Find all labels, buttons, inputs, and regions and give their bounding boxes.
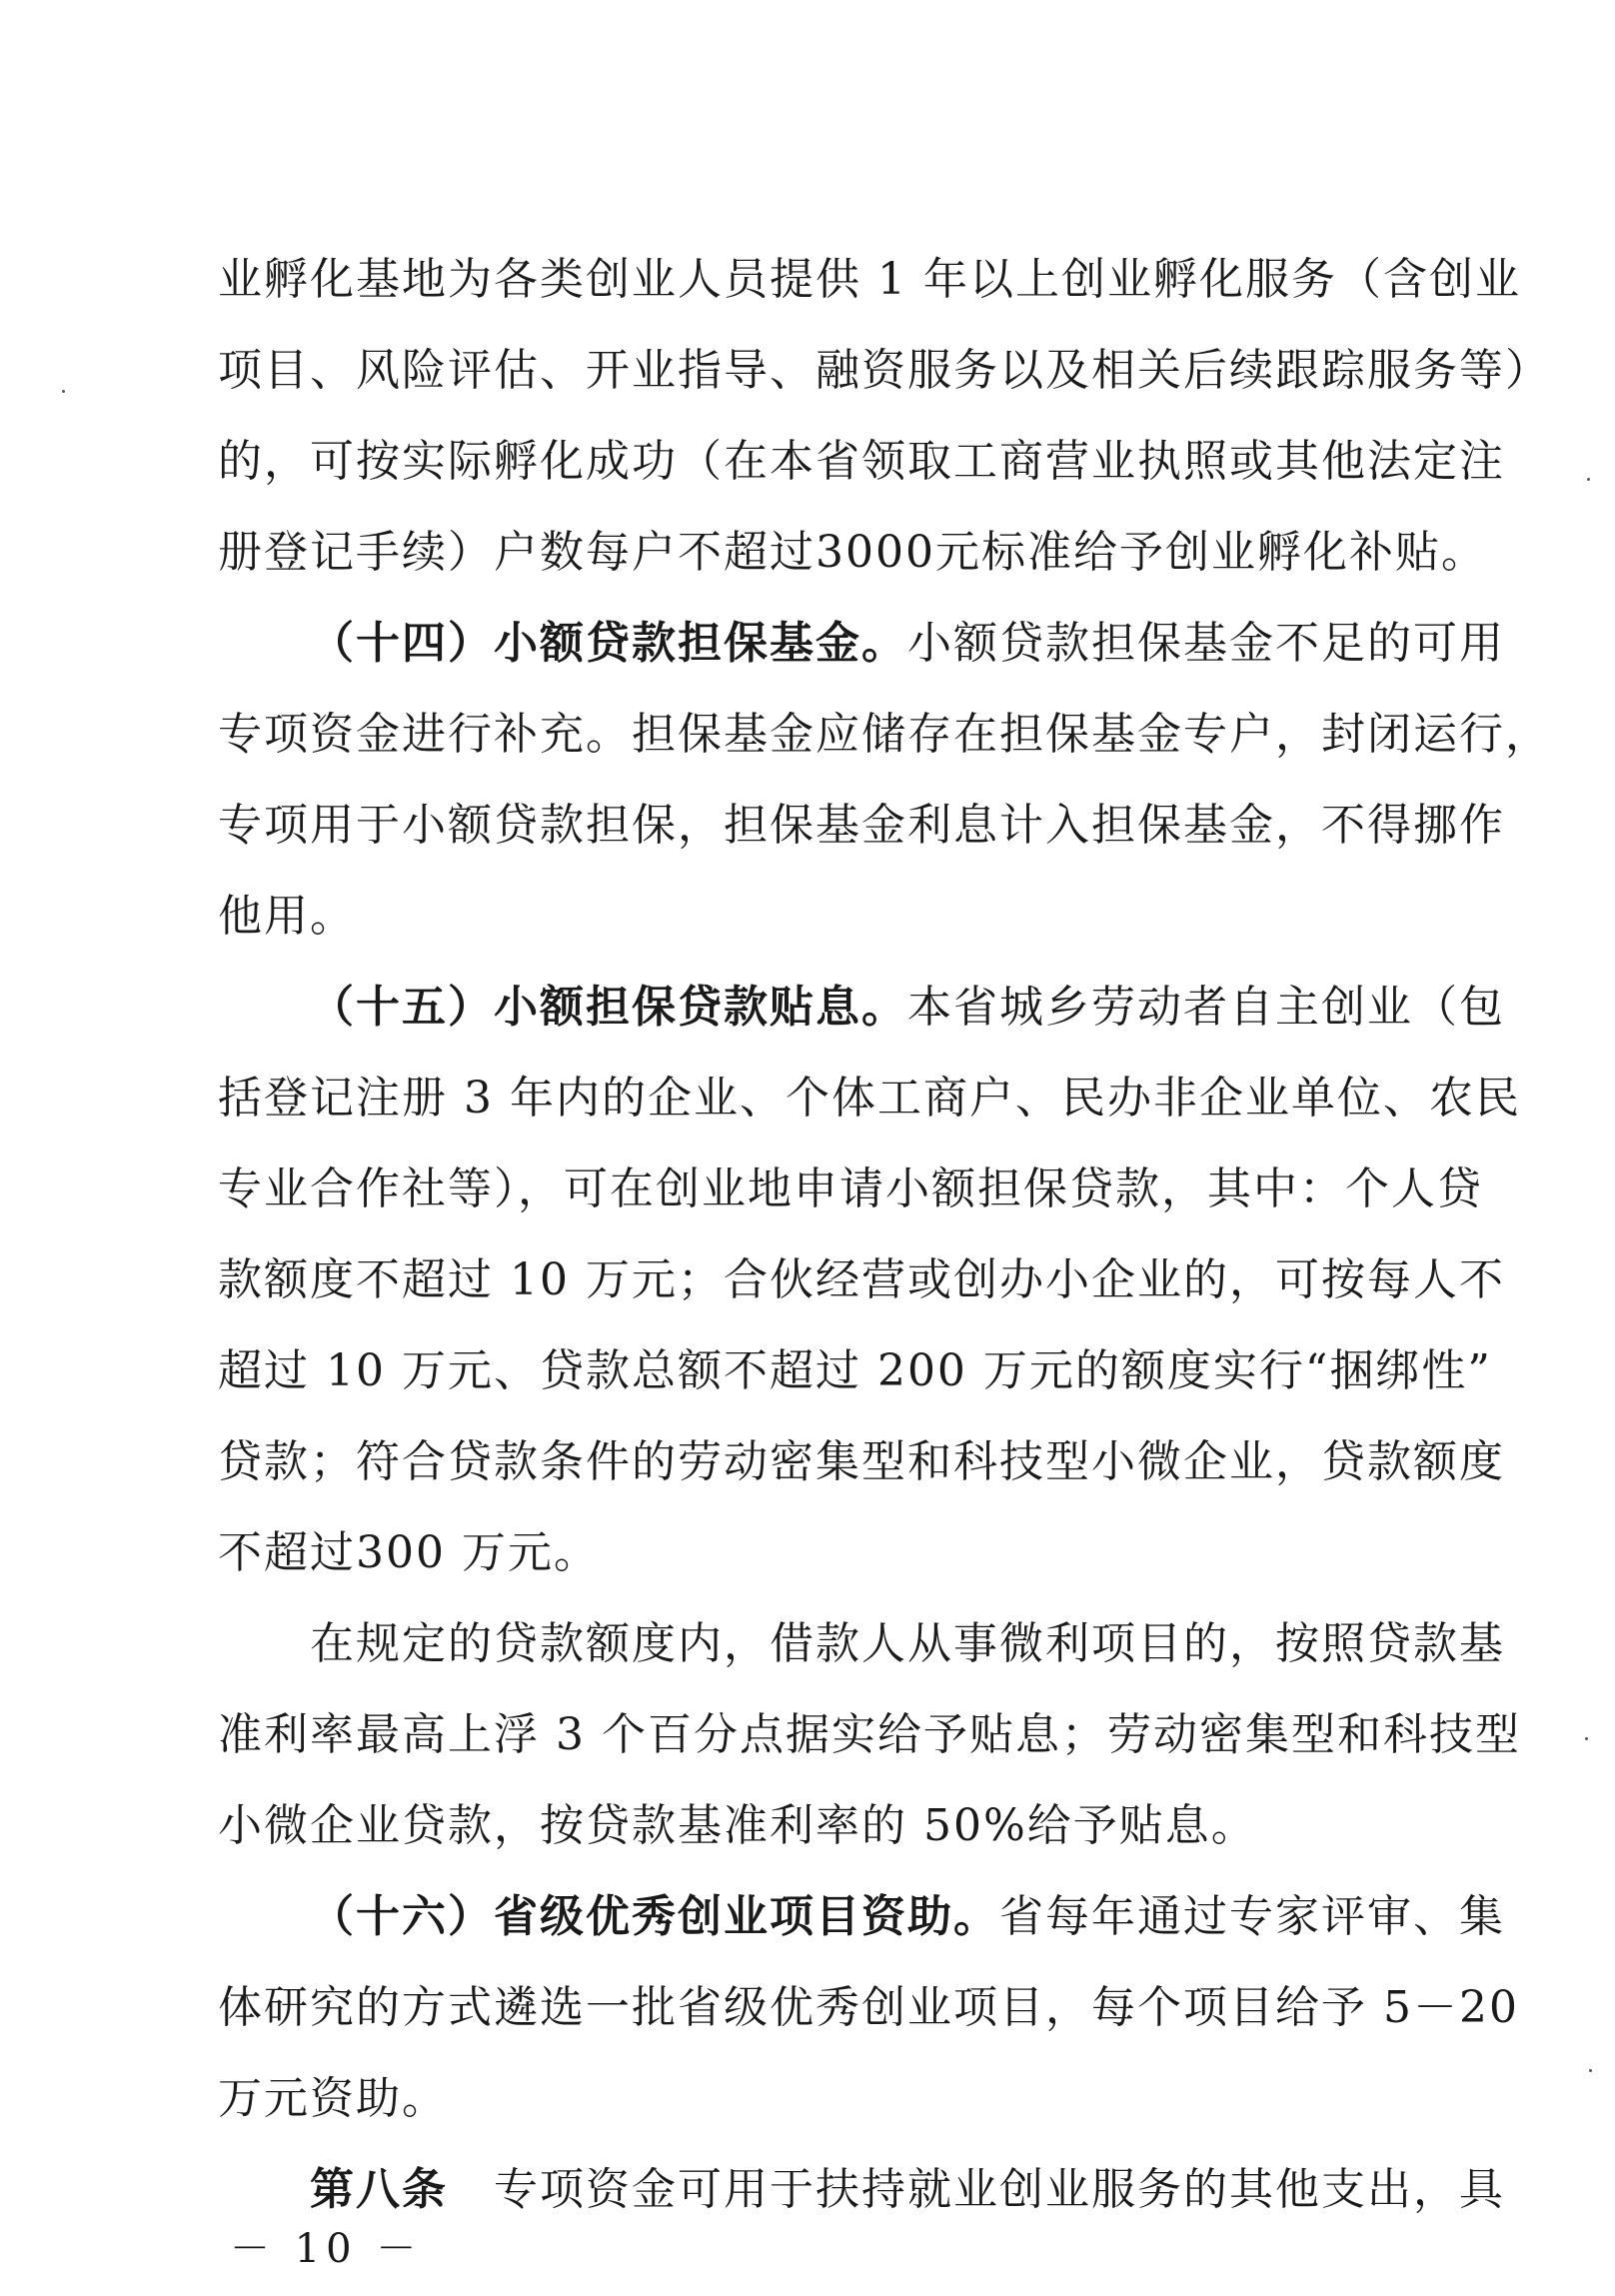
paragraph-line: 超过 10 万元、贷款总额不超过 200 万元的额度实行“捆绑性”: [218, 1345, 1492, 1396]
article-8-heading: 第八条: [310, 2164, 448, 2215]
paragraph-line: 在规定的贷款额度内，借款人从事微利项目的，按照贷款基: [310, 1618, 1505, 1669]
paragraph-line: 准利率最高上浮 3 个百分点据实给予贴息；劳动密集型和科技型: [218, 1709, 1521, 1760]
paragraph-line: 业孵化基地为各类创业人员提供 1 年以上创业孵化服务（含创业: [218, 254, 1521, 305]
article-8-text: 专项资金可用于扶持就业创业服务的其他支出，具: [448, 2164, 1505, 2215]
page-number: － 10 －: [230, 2226, 423, 2272]
section-14-heading: （十四）小额贷款担保基金。: [310, 618, 907, 669]
paragraph-line: 贷款；符合贷款条件的劳动密集型和科技型小微企业，贷款额度: [218, 1436, 1505, 1487]
paragraph-line: 款额度不超过 10 万元；合伙经营或创办小企业的，可按每人不: [218, 1254, 1505, 1305]
section-14-first-line: [310, 618, 1505, 669]
scan-speck: [62, 390, 65, 393]
paragraph-line: 项目、风险评估、开业指导、融资服务以及相关后续跟踪服务等）: [218, 345, 1551, 396]
section-16-text: 省每年通过专家评审、集: [999, 1891, 1505, 1942]
paragraph-line: 专项资金进行补充。担保基金应储存在担保基金专户，封闭运行，: [218, 709, 1551, 760]
scan-speck: [1585, 1737, 1588, 1740]
section-15-first-line: [310, 982, 1505, 1033]
paragraph-line: 他用。: [218, 891, 356, 942]
article-8-line: [310, 2164, 1505, 2215]
paragraph-line: 括登记注册 3 年内的企业、个体工商户、民办非企业单位、农民: [218, 1073, 1521, 1124]
scan-speck: [1587, 478, 1590, 481]
section-15-heading: （十五）小额担保贷款贴息。: [310, 982, 907, 1033]
section-16-first-line: [310, 1891, 1505, 1942]
section-14-text: 小额贷款担保基金不足的可用: [907, 618, 1505, 669]
scan-speck: [1589, 2069, 1592, 2072]
section-16-heading: （十六）省级优秀创业项目资助。: [310, 1891, 999, 1942]
section-15-text: 本省城乡劳动者自主创业（包: [907, 982, 1505, 1033]
paragraph-line: 小微企业贷款，按贷款基准利率的 50%给予贴息。: [218, 1800, 1257, 1851]
paragraph-line: 体研究的方式遴选一批省级优秀创业项目，每个项目给予 5－20: [218, 1982, 1519, 2033]
paragraph-line: 专项用于小额贷款担保，担保基金利息计入担保基金，不得挪作: [218, 800, 1505, 851]
paragraph-line: 的，可按实际孵化成功（在本省领取工商营业执照或其他法定注: [218, 436, 1505, 487]
paragraph-line: 万元资助。: [218, 2073, 448, 2124]
paragraph-line: 册登记手续）户数每户不超过3000元标准给予创业孵化补贴。: [218, 527, 1487, 578]
paragraph-line: 专业合作社等），可在创业地申请小额担保贷款，其中：个人贷: [218, 1163, 1483, 1214]
paragraph-line: 不超过300 万元。: [218, 1527, 600, 1578]
